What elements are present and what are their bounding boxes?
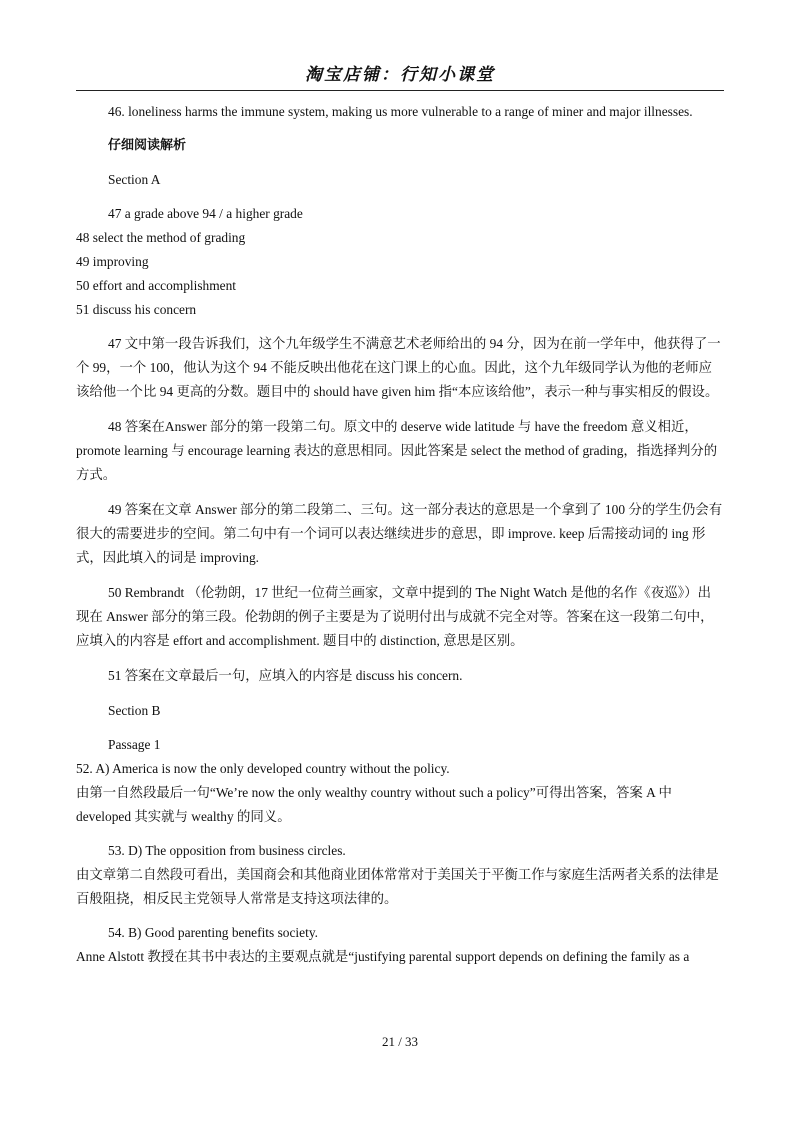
explanation-54: Anne Alstott 教授在其书中表达的主要观点就是“justifying parental support depends on defining the family as a [76,949,690,964]
explanation-47: 47 文中第一段告诉我们，这个九年级学生不满意艺术老师给出的 94 分，因为在前一学年中，他获得了一个 99，一个 100，他认为这个 94 不能反映出他花在这门课上的心血。因此，这个九年级同学认为他的老师应该给他一个比 94 更高的分数。题目中的 should have given him 指“本应该给他”，表示一种与事实相反的假设。 [76,336,721,399]
passage-1-label: Passage 1 [108,737,161,752]
header-title: 淘宝店铺：行知小课堂 [305,65,495,85]
section-heading: 仔细阅读解析 [108,138,187,153]
answer-49: 49 improving [76,254,149,269]
document-body [76,100,724,969]
answer-48: 48 select the method of grading [76,230,246,245]
answer-51: 51 discuss his concern [76,302,197,317]
explanation-53: 由文章第二自然段可看出，美国商会和其他商业团体常常对于美国关于平衡工作与家庭生活两者关系的法律是百般阻挠，相反民主党领导人常常是支持这项法律的。 [76,867,719,906]
answer-50: 50 effort and accomplishment [76,278,237,293]
question-53: 53. D) The opposition from business circles. [108,843,346,858]
answer-47: 47 a grade above 94 / a higher grade [108,206,303,221]
page-header [76,60,724,91]
paragraph-46: 46. loneliness harms the immune system, making us more vulnerable to a range of miner and major illnesses. [108,104,693,119]
explanation-49: 49 答案在文章 Answer 部分的第二段第二、三句。这一部分表达的意思是一个拿到了 100 分的学生仍会有很大的需要进步的空间。第二句中有一个词可以表达继续进步的意思，即 improve. keep 后需接动词的 ing 形式，因此填入的词是 improving. [76,502,723,565]
explanation-52: 由第一自然段最后一句“We’re now the only wealthy country without such a policy”可得出答案，答案 A 中 developed 其实就与 wealthy 的同义。 [76,785,672,824]
question-52: 52. A) America is now the only developed country without the policy. [76,761,450,776]
section-b-label: Section B [108,703,161,718]
question-54: 54. B) Good parenting benefits society. [108,925,318,940]
explanation-50: 50 Rembrandt （伦勃朗，17 世纪一位荷兰画家，文章中提到的 The Night Watch 是他的名作《夜巡》）出现在 Answer 部分的第三段。伦勃朗的例子主要是为了说明付出与成就不完全对等。答案在这一段第二句中，应填入的内容是 effort and accomplishment. 题目中的 distinction, 意思是区别。 [76,585,714,648]
explanation-51: 51 答案在文章最后一句，应填入的内容是 discuss his concern. [108,668,463,683]
section-a-label: Section A [108,172,161,187]
explanation-48: 48 答案在Answer 部分的第一段第二句。原文中的 deserve wide latitude 与 have the freedom 意义相近，promote learning 与 encourage learning 表达的意思相同。因此答案是 select the method of grading，指选择判分的方式。 [76,419,718,482]
page-number: 21 / 33 [381,1034,419,1049]
